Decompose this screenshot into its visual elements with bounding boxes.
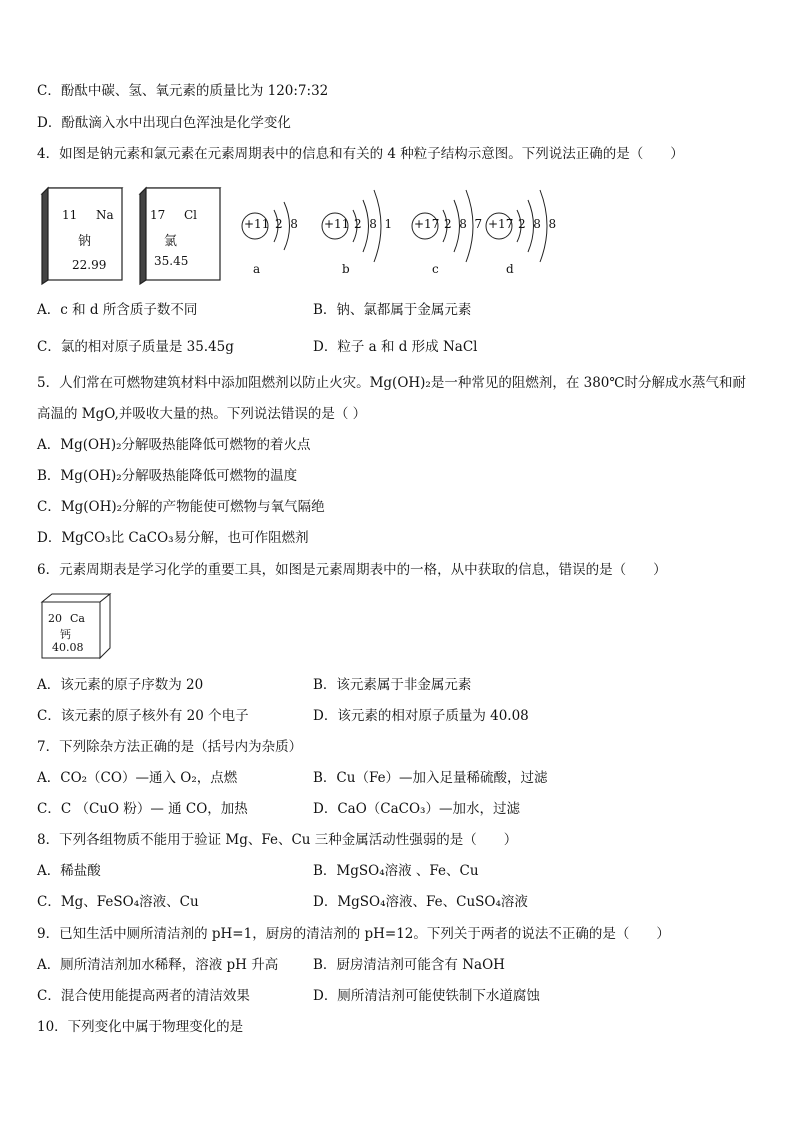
q3-option-d: D．酚酞滴入水中出现白色浑浊是化学变化 bbox=[37, 115, 291, 131]
na-mass: 22.99 bbox=[72, 258, 107, 272]
particle-c bbox=[410, 180, 490, 280]
q7-stem: 7．下列除杂方法正确的是（括号内为杂质） bbox=[37, 739, 303, 755]
q8-option-a: A．稀盐酸 bbox=[37, 863, 101, 879]
particle-d-label: d bbox=[506, 262, 514, 276]
particle-c-label: c bbox=[432, 262, 439, 276]
q9-option-b: B．厨房清洁剂可能含有 NaOH bbox=[313, 957, 505, 973]
q5-option-c: C．Mg(OH)₂分解的产物能使可燃物与氧气隔绝 bbox=[37, 499, 325, 515]
q5-option-d: D．MgCO₃比 CaCO₃易分解，也可作阻燃剂 bbox=[37, 530, 309, 546]
particle-b bbox=[320, 180, 400, 280]
na-atomic-number: 11 bbox=[62, 208, 78, 222]
particle-c-shells: 2 8 7 bbox=[444, 217, 483, 231]
cl-mass: 35.45 bbox=[154, 254, 189, 268]
q4-option-d: D．粒子 a 和 d 形成 NaCl bbox=[313, 339, 478, 355]
ca-name: 钙 bbox=[60, 628, 71, 641]
cl-name: 氯 bbox=[164, 234, 178, 249]
particle-a-shells: 2 8 bbox=[275, 217, 298, 231]
particle-b-label: b bbox=[342, 262, 350, 276]
element-tile-cl bbox=[138, 186, 223, 286]
q5-stem-line-2: 高温的 MgO,并吸收大量的热。下列说法错误的是（ ） bbox=[37, 406, 367, 422]
particle-d-nucleus: +17 bbox=[488, 217, 514, 231]
cl-symbol: Cl bbox=[184, 208, 198, 222]
q6-option-a: A．该元素的原子序数为 20 bbox=[37, 677, 204, 693]
ca-mass: 40.08 bbox=[52, 641, 84, 654]
q6-option-b: B．该元素属于非金属元素 bbox=[313, 677, 472, 693]
q4-option-b: B．钠、氯都属于金属元素 bbox=[313, 302, 472, 318]
q10-stem: 10．下列变化中属于物理变化的是 bbox=[37, 1019, 244, 1035]
ca-atomic-number: 20 bbox=[48, 612, 62, 625]
particle-c-nucleus: +17 bbox=[414, 217, 440, 231]
q6-option-d: D．该元素的相对原子质量为 40.08 bbox=[313, 708, 529, 724]
q8-option-d: D．MgSO₄溶液、Fe、CuSO₄溶液 bbox=[313, 894, 528, 910]
na-symbol: Na bbox=[96, 208, 114, 222]
q9-option-d: D．厕所清洁剂可能使铁制下水道腐蚀 bbox=[313, 988, 540, 1004]
q3-option-c: C．酚酞中碳、氢、氧元素的质量比为 120:7:32 bbox=[37, 83, 329, 99]
na-name: 钠 bbox=[78, 234, 92, 249]
q8-option-b: B．MgSO₄溶液 、Fe、Cu bbox=[313, 863, 479, 879]
particle-d-shells: 2 8 8 bbox=[518, 217, 557, 231]
q5-option-b: B．Mg(OH)₂分解吸热能降低可燃物的温度 bbox=[37, 468, 298, 484]
q7-option-b: B．Cu（Fe）—加入足量稀硫酸，过滤 bbox=[313, 770, 548, 786]
cl-atomic-number: 17 bbox=[150, 208, 166, 222]
q4-stem: 4．如图是钠元素和氯元素在元素周期表中的信息和有关的 4 种粒子结构示意图。下列说法正确的是（ ） bbox=[37, 146, 684, 162]
q6-stem: 6．元素周期表是学习化学的重要工具，如图是元素周期表中的一格，从中获取的信息，错误的是（ ） bbox=[37, 562, 667, 578]
ca-symbol: Ca bbox=[70, 612, 85, 625]
q7-option-d: D．CaO（CaCO₃）—加水，过滤 bbox=[313, 801, 520, 817]
particle-b-nucleus: +11 bbox=[324, 217, 350, 231]
q9-option-a: A．厕所清洁剂加水稀释，溶液 pH 升高 bbox=[37, 957, 279, 973]
element-tile-ca bbox=[40, 592, 112, 660]
particle-b-shells: 2 8 1 bbox=[354, 217, 393, 231]
q9-stem: 9．已知生活中厕所清洁剂的 pH=1，厨房的清洁剂的 pH=12。下列关于两者的说法不正确的是（ ） bbox=[37, 926, 670, 942]
q8-stem: 8．下列各组物质不能用于验证 Mg、Fe、Cu 三种金属活动性强弱的是（ ） bbox=[37, 832, 518, 848]
particle-a-nucleus: +11 bbox=[244, 217, 270, 231]
q4-option-c: C．氯的相对原子质量是 35.45g bbox=[37, 339, 234, 355]
q5-option-a: A．Mg(OH)₂分解吸热能降低可燃物的着火点 bbox=[37, 437, 311, 453]
particle-a-label: a bbox=[253, 262, 261, 276]
element-tile-na bbox=[40, 186, 125, 286]
q9-option-c: C．混合使用能提高两者的清洁效果 bbox=[37, 988, 250, 1004]
q8-option-c: C．Mg、FeSO₄溶液、Cu bbox=[37, 894, 199, 910]
q4-option-a: A．c 和 d 所含质子数不同 bbox=[37, 302, 198, 318]
q6-option-c: C．该元素的原子核外有 20 个电子 bbox=[37, 708, 249, 724]
q5-stem-line-1: 5．人们常在可燃物建筑材料中添加阻燃剂以防止火灾。Mg(OH)₂是一种常见的阻燃剂，在 380℃时分解成水蒸气和耐 bbox=[37, 375, 746, 391]
q7-option-a: A．CO₂（CO）—通入 O₂，点燃 bbox=[37, 770, 238, 786]
particle-a bbox=[240, 188, 310, 278]
particle-d bbox=[484, 180, 564, 280]
q7-option-c: C．C （CuO 粉）— 通 CO，加热 bbox=[37, 801, 248, 817]
